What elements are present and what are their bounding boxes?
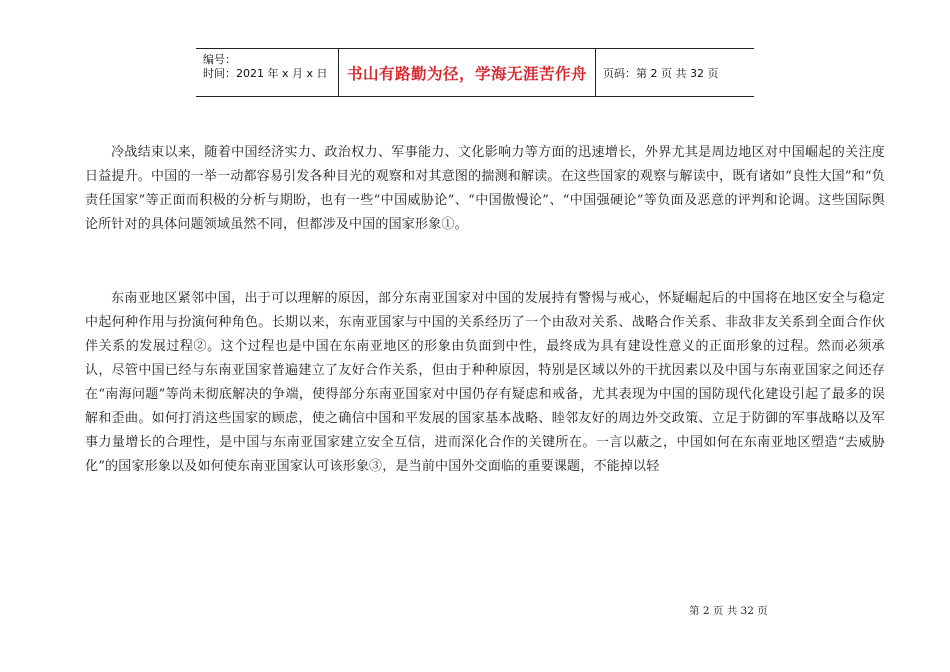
paragraph: 东南亚地区紧邻中国，出于可以理解的原因，部分东南亚国家对中国的发展持有警惕与戒心，怀疑崛起后的中国将在地区安全与稳定中起何种作用与扮演何种角色。长期以来，东南亚国家与中国的关系经历了一个由敌对关系、战略合作关系、非敌非友关系到全面合作伙伴关系的发展过程②。这个过程也是中国在东南亚地区的形象由负面到中性，最终成为具有建设性意义的正面形象的过程。然而必须承认，尽管中国已经与东南亚国家普遍建立了友好合作关系，但由于种种原因，特别是区域以外的干扰因素以及中国与东南亚国家之间还存在“南海问题”等尚未彻底解决的争端，使得部分东南亚国家对中国仍存有疑虑和戒备，尤其表现为中国的国防现代化建设引起了最多的误解和歪曲。如何打消这些国家的顾虑，使之确信中国和平发展的国家基本战略、睦邻友好的周边外交政策、立足于防御的军事战略以及军事力量增长的合理性，是中国与东南亚国家建立安全互信，进而深化合作的关键所在。一言以蔽之，中国如何在东南亚地区塑造“去威胁化”的国家形象以及如何使东南亚国家认可该形象③，是当前中国外交面临的重要课题，不能掉以轻 — [85, 291, 885, 474]
page-header — [196, 48, 754, 97]
document-body — [85, 141, 885, 479]
page-footer: 第 2 页 共 32 页 — [689, 605, 768, 617]
paragraph: 冷战结束以来，随着中国经济实力、政治权力、军事能力、文化影响力等方面的迅速增长，外界尤其是周边地区对中国崛起的关注度日益提升。中国的一举一动都容易引发各种目光的观察和对其意图的揣测和解读。在这些国家的观察与解读中，既有诸如“良性大国”和“负责任国家”等正面而积极的分析与期盼，也有一些“中国威胁论”、“中国傲慢论”、“中国强硬论”等负面及恶意的评判和论调。这些国际舆论所针对的具体问题领域虽然不同，但都涉及中国的国家形象①。 — [85, 145, 885, 232]
header-number-label: 编号： — [203, 53, 236, 66]
header-meta-cell — [196, 49, 339, 96]
header-page-info: 页码：第 2 页 共 32 页 — [603, 66, 719, 80]
header-time-label: 时间：2021 年 x 月 x 日 — [203, 67, 328, 80]
header-motto: 书山有路勤为径，学海无涯苦作舟 — [339, 49, 596, 96]
